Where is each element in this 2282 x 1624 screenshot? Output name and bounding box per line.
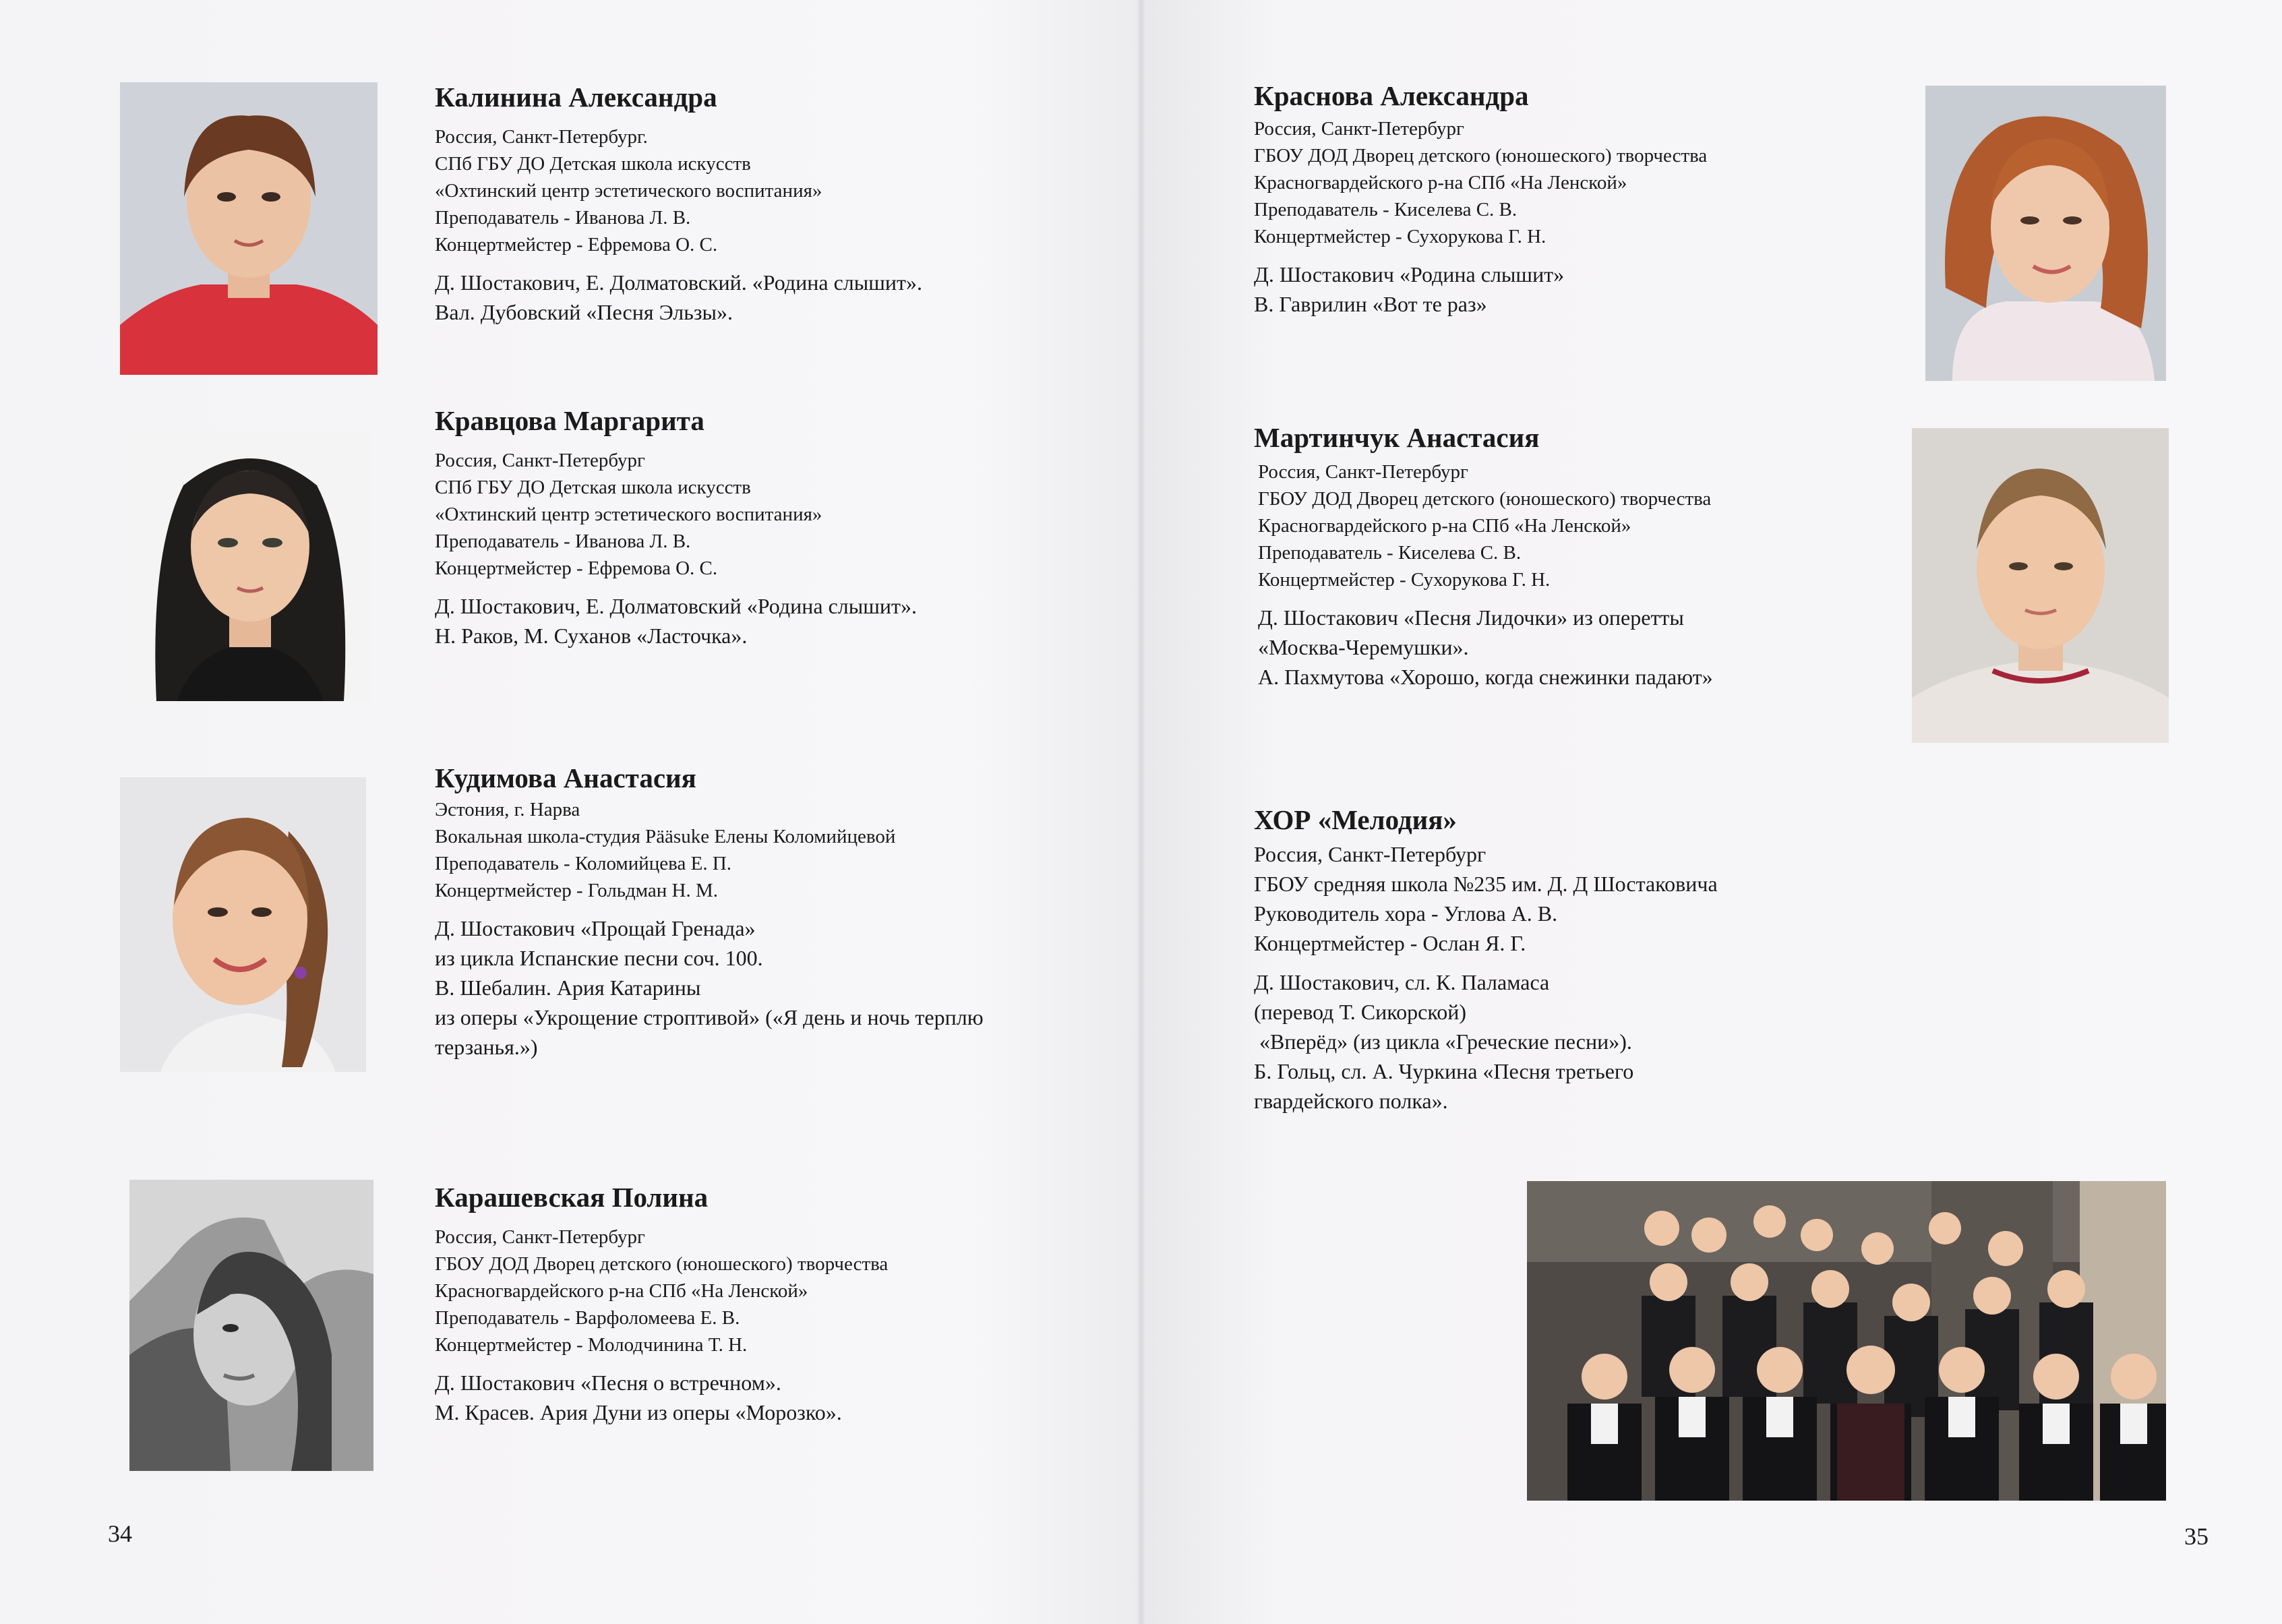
repertoire-line: (перевод Т. Сикорской): [1254, 1000, 1467, 1025]
repertoire-line: Д. Шостакович «Родина слышит»: [1254, 262, 1565, 287]
participant-entry: [1254, 80, 1901, 319]
info-line: Концертмейстер - Сухорукова Г. Н.: [1258, 569, 1551, 591]
repertoire-line: М. Красев. Ария Дуни из оперы «Морозко».: [435, 1400, 842, 1425]
participant-info: [1254, 115, 1901, 250]
info-line: ГБОУ ДОД Дворец детского (юношеского) творчества: [435, 1253, 889, 1275]
repertoire-line: гвардейского полка».: [1254, 1089, 1448, 1114]
portrait-photo-kudimova: [120, 777, 366, 1072]
info-line: Преподаватель - Киселева С. В.: [1254, 199, 1518, 221]
info-line: Россия, Санкт-Петербург: [1258, 461, 1468, 483]
participant-entry: [1254, 421, 1901, 692]
info-line: Россия, Санкт-Петербург: [1254, 118, 1464, 140]
repertoire-line: из цикла Испанские песни соч. 100.: [435, 946, 763, 971]
page-number-left: 34: [108, 1520, 132, 1547]
participant-name: Краснова Александра: [1254, 80, 1529, 111]
repertoire: [1254, 967, 1928, 1116]
info-line: Россия, Санкт-Петербург: [1254, 842, 1487, 867]
info-line: Красногвардейского р-на СПб «На Ленской»: [1258, 515, 1631, 537]
repertoire: [1254, 603, 1901, 692]
info-line: Преподаватель - Иванова Л. В.: [435, 207, 691, 229]
participant-entry: [435, 1181, 1082, 1427]
info-line: Концертмейстер - Сухорукова Г. Н.: [1254, 226, 1547, 248]
info-line: Концертмейстер - Гольдман Н. М.: [435, 880, 718, 902]
participant-info: [435, 1224, 1082, 1358]
repertoire-line: Д. Шостакович «Песня Лидочки» из оперетты: [1258, 605, 1684, 630]
portrait-photo-martinchuk: [1912, 428, 2169, 743]
participant-name: Карашевская Полина: [435, 1182, 709, 1213]
repertoire-line: В. Гаврилин «Вот те раз»: [1254, 292, 1487, 317]
participant-entry: [435, 762, 1109, 1062]
participant-entry: [435, 81, 1082, 327]
repertoire-line: В. Шебалин. Ария Катарины: [435, 975, 701, 1000]
info-line: ГБОУ средняя школа №235 им. Д. Д Шостаковича: [1254, 872, 1718, 897]
info-line: Концертмейстер - Ефремова О. С.: [435, 234, 718, 256]
participant-name: ХОР «Мелодия»: [1254, 804, 1457, 835]
participant-name: Кравцова Маргарита: [435, 405, 704, 436]
repertoire-line: Б. Гольц, сл. А. Чуркина «Песня третьего: [1254, 1059, 1634, 1084]
participant-name: Мартинчук Анастасия: [1254, 422, 1540, 453]
info-line: Вокальная школа-студия Pääsuke Елены Коломийцевой: [435, 826, 896, 848]
info-line: Россия, Санкт-Петербург: [435, 1226, 645, 1249]
repertoire: [1254, 260, 1901, 319]
info-line: «Охтинский центр эстетического воспитания»: [435, 180, 822, 202]
info-line: «Охтинский центр эстетического воспитания»: [435, 504, 822, 526]
participant-info: [435, 447, 1082, 582]
repertoire-line: Д. Шостакович «Песня о встречном».: [435, 1371, 781, 1395]
portrait-photo-kalinina: [120, 82, 378, 375]
info-line: СПб ГБУ ДО Детская школа искусств: [435, 153, 751, 175]
info-line: ГБОУ ДОД Дворец детского (юношеского) творчества: [1254, 145, 1708, 167]
repertoire: [435, 268, 1082, 327]
repertoire-line: А. Пахмутова «Хорошо, когда снежинки падают»: [1258, 665, 1713, 690]
repertoire: [435, 913, 1109, 1062]
portrait-photo-karashevskaya: [129, 1180, 373, 1471]
page-number-right: 35: [2184, 1523, 2209, 1550]
info-line: СПб ГБУ ДО Детская школа искусств: [435, 477, 751, 499]
info-line: Красногвардейского р-на СПб «На Ленской»: [1254, 172, 1627, 194]
participant-info: [1254, 458, 1901, 593]
participant-name: Калинина Александра: [435, 82, 717, 113]
info-line: Россия, Санкт-Петербург: [435, 450, 645, 472]
repertoire-line: «Москва-Черемушки».: [1258, 635, 1469, 660]
repertoire-line: «Вперёд» (из цикла «Греческие песни»).: [1254, 1029, 1632, 1054]
info-line: Концертмейстер - Ослан Я. Г.: [1254, 931, 1526, 956]
info-line: Россия, Санкт-Петербург.: [435, 126, 648, 148]
participant-entry: [435, 404, 1082, 651]
repertoire-line: Д. Шостакович, Е. Долматовский «Родина слышит».: [435, 594, 917, 619]
participant-info: [435, 796, 1109, 904]
info-line: Преподаватель - Иванова Л. В.: [435, 531, 691, 553]
info-line: Эстония, г. Нарва: [435, 799, 580, 821]
repertoire-line: терзанья.»): [435, 1035, 538, 1060]
info-line: ГБОУ ДОД Дворец детского (юношеского) творчества: [1258, 488, 1712, 510]
info-line: Преподаватель - Варфоломеева Е. В.: [435, 1307, 740, 1329]
participant-name: Кудимова Анастасия: [435, 762, 696, 793]
info-line: Руководитель хора - Углова А. В.: [1254, 901, 1558, 926]
repertoire-line: Вал. Дубовский «Песня Эльзы».: [435, 300, 733, 325]
portrait-photo-krasnova: [1925, 86, 2166, 381]
participant-info: [1254, 839, 1928, 958]
participant-entry: [1254, 804, 1928, 1116]
repertoire: [435, 591, 1082, 651]
info-line: Преподаватель - Коломийцева Е. П.: [435, 853, 732, 875]
repertoire: [435, 1368, 1082, 1427]
repertoire-line: Д. Шостакович, сл. К. Паламаса: [1254, 970, 1550, 995]
portrait-photo-kravtsova: [129, 431, 371, 701]
info-line: Красногвардейского р-на СПб «На Ленской»: [435, 1280, 808, 1302]
repertoire-line: Д. Шостакович «Прощай Гренада»: [435, 916, 756, 941]
book-spine: [1137, 0, 1146, 1624]
info-line: Концертмейстер - Молодчинина Т. Н.: [435, 1334, 748, 1356]
participant-info: [435, 123, 1082, 258]
repertoire-line: Д. Шостакович, Е. Долматовский. «Родина слышит».: [435, 270, 922, 295]
repertoire-line: из оперы «Укрощение строптивой» («Я день и ночь терплю: [435, 1005, 984, 1030]
choir-group-photo: [1527, 1181, 2166, 1501]
info-line: Преподаватель - Киселева С. В.: [1258, 542, 1522, 564]
info-line: Концертмейстер - Ефремова О. С.: [435, 558, 718, 580]
repertoire-line: Н. Раков, М. Суханов «Ласточка».: [435, 624, 748, 649]
